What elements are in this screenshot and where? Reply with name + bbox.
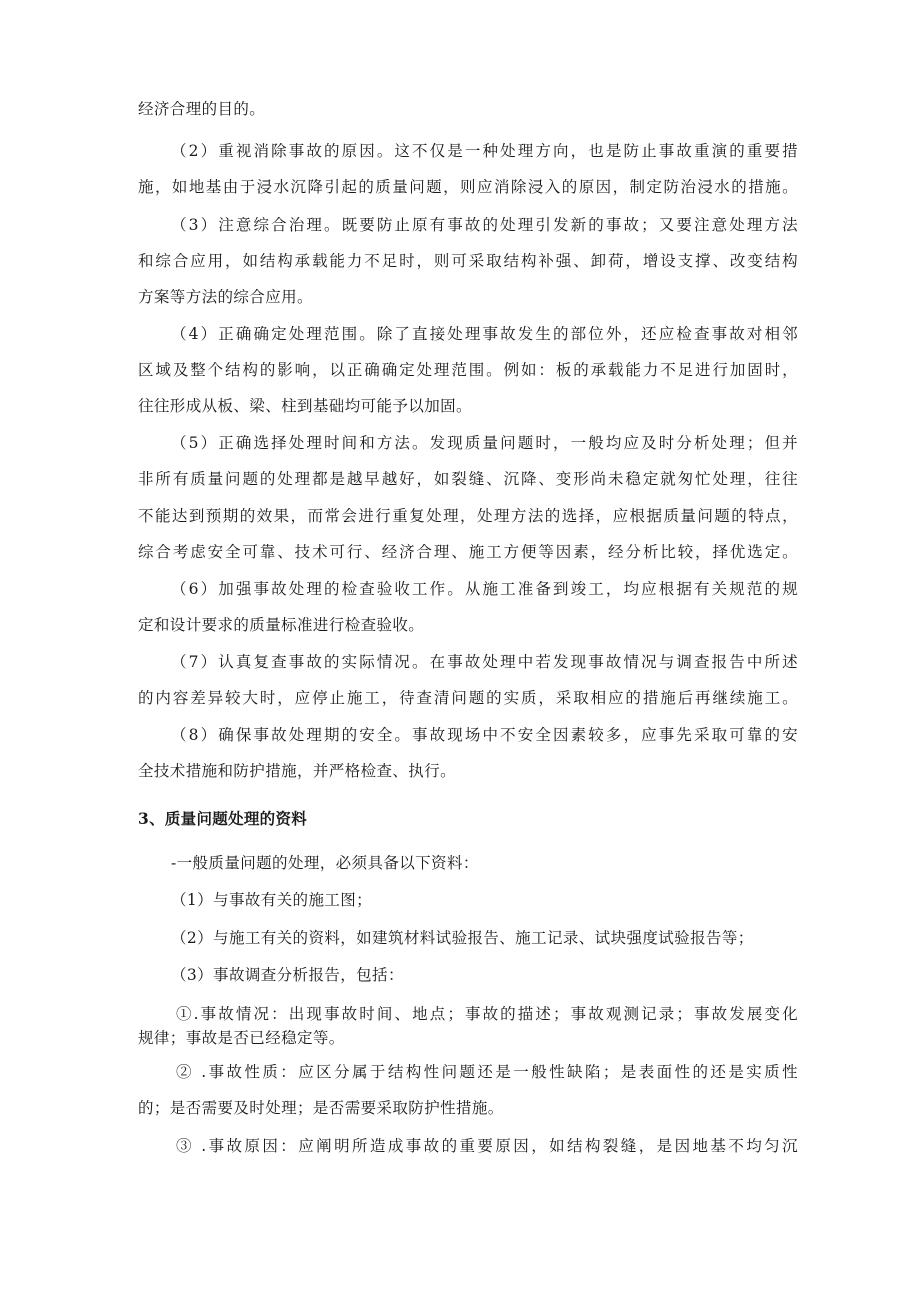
text-line: 定和设计要求的质量标准进行检查验收。 [138,616,425,634]
text-line: （2）重视消除事故的原因。这不仅是一种处理方向，也是防止事故重演的重要措 [171,142,798,160]
text-line: （2）与施工有关的资料，如建筑材料试验报告、施工记录、试块强度试验报告等； [171,929,754,947]
text-line: -一般质量问题的处理，必须具备以下资料： [171,854,479,872]
text-line: 非所有质量问题的处理都是越早越好，如裂缝、沉降、变形尚未稳定就匆忙处理，往往 [138,470,798,488]
text-line: （8）确保事故处理期的安全。事故现场中不安全因素较多，应事先采取可靠的安 [171,726,798,744]
text-line: 的内容差异较大时，应停止施工，待查清问题的实质，采取相应的措施后再继续施工。 [138,689,798,707]
text-line: （6）加强事故处理的检查验收工作。从施工准备到竣工，均应根据有关规范的规 [171,580,798,598]
text-line: （7）认真复查事故的实际情况。在事故处理中若发现事故情况与调查报告中所述 [171,653,798,671]
text-line: （5）正确选择处理时间和方法。发现质量问题时，一般均应及时分析处理；但并 [171,434,798,452]
text-line: ①.事故情况：出现事故时间、地点；事故的描述；事故观测记录；事故发展变化 [176,1005,798,1023]
text-line: （3）注意综合治理。既要防止原有事故的处理引发新的事故；又要注意处理方法 [171,216,798,234]
text-line: 经济合理的目的。 [138,100,266,118]
text-line: 和综合应用，如结构承载能力不足时，则可采取结构补强、卸荷，增设支撑、改变结构 [138,252,798,270]
text-line: ② .事故性质：应区分属于结构性问题还是一般性缺陷；是表面性的还是实质性 [176,1063,798,1081]
text-line: 综合考虑安全可靠、技术可行、经济合理、施工方便等因素，经分析比较，择优选定。 [138,543,798,561]
section-heading: 3、质量问题处理的资料 [138,809,308,828]
text-line: 规律；事故是否已经稳定等。 [138,1029,345,1047]
text-line: （4）正确确定处理范围。除了直接处理事故发生的部位外，还应检查事故对相邻 [171,325,798,343]
text-line: ③ .事故原因：应阐明所造成事故的重要原因，如结构裂缝，是因地基不均匀沉 [176,1137,798,1155]
text-line: 往往形成从板、梁、柱到基础均可能予以加固。 [138,397,472,415]
text-line: 不能达到预期的效果，而常会进行重复处理，处理方法的选择，应根据质量问题的特点， [138,507,798,525]
text-line: 的；是否需要及时处理；是否需要采取防护性措施。 [138,1099,504,1117]
text-line: 区域及整个结构的影响，以正确确定处理范围。例如：板的承载能力不足进行加固时， [138,361,798,379]
text-line: 施，如地基由于浸水沉降引起的质量问题，则应消除浸入的原因，制定防治浸水的措施。 [138,178,798,196]
text-line: 全技术措施和防护措施，并严格检查、执行。 [138,762,457,780]
text-line: （3）事故调查分析报告，包括： [171,966,404,984]
text-line: （1）与事故有关的施工图； [171,891,373,909]
text-line: 方案等方法的综合应用。 [138,288,313,306]
